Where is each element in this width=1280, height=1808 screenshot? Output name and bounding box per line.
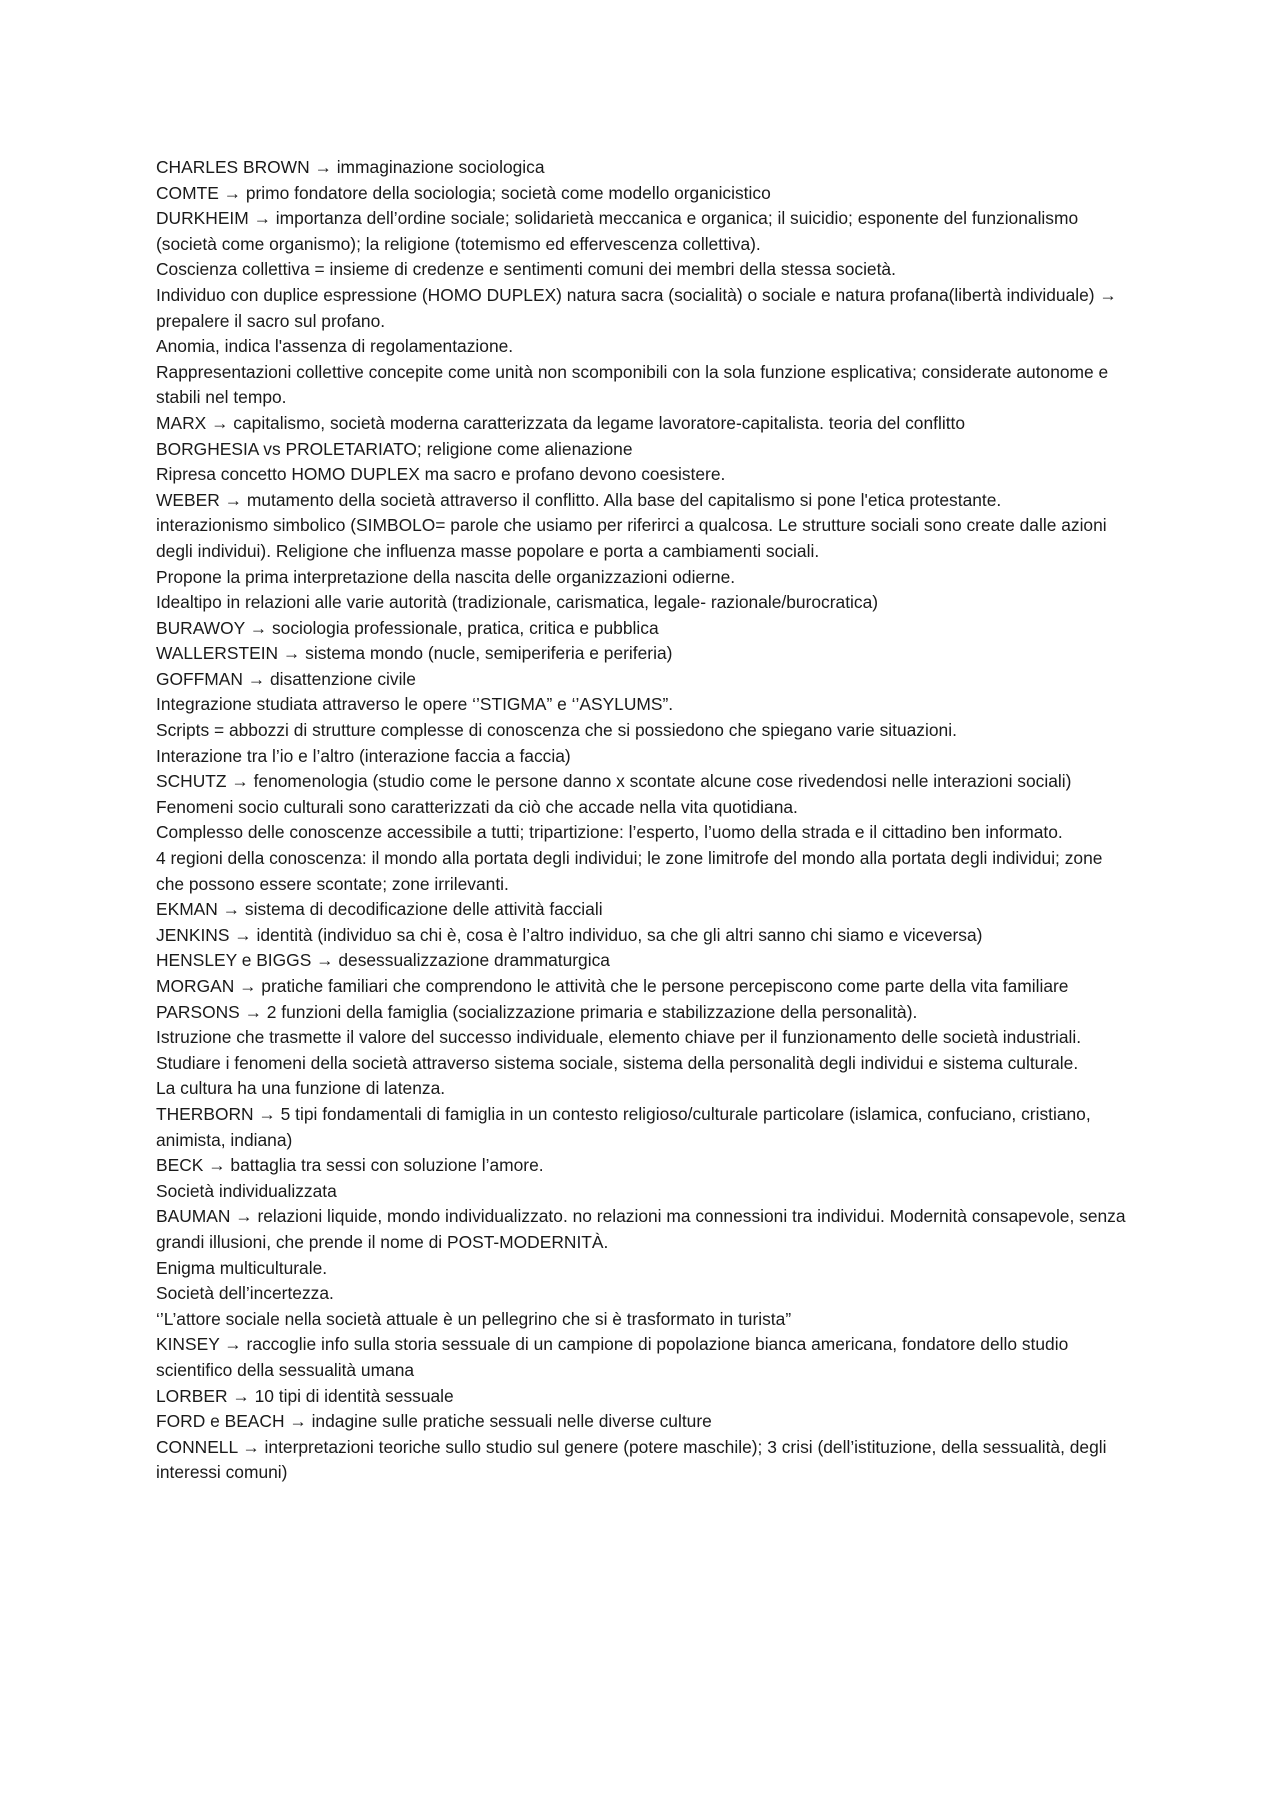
text-line: Idealtipo in relazioni alle varie autorità (tradizionale, carismatica, legale- razionale/burocratica) <box>156 592 879 613</box>
text-line: Propone la prima interpretazione della nascita delle organizzazioni odierne. <box>156 566 736 587</box>
text-line: EKMAN → sistema di decodificazione delle attività facciali <box>156 899 603 920</box>
text-line: BURAWOY → sociologia professionale, pratica, critica e pubblica <box>156 617 659 638</box>
text-line: Istruzione che trasmette il valore del successo individuale, elemento chiave per il funzionamento delle società industriali. <box>156 1027 1082 1048</box>
text-line: Enigma multiculturale. <box>156 1257 328 1278</box>
text-line: Individuo con duplice espressione (HOMO DUPLEX) natura sacra (socialità) o sociale e natura profana(libertà individuale) → prepalere il sacro sul profano. <box>156 284 1117 331</box>
document-body <box>156 155 1126 1486</box>
text-line: FORD e BEACH → indagine sulle pratiche sessuali nelle diverse culture <box>156 1411 712 1432</box>
text-line: BAUMAN → relazioni liquide, mondo individualizzato. no relazioni ma connessioni tra individui. Modernità consapevole, senza grandi illusioni, che prende il nome di POST-MODERNITÀ. <box>156 1206 1126 1252</box>
text-line: ‘’L’attore sociale nella società attuale è un pellegrino che si è trasformato in turista” <box>156 1308 792 1329</box>
text-line: 4 regioni della conoscenza: il mondo alla portata degli individui; le zone limitrofe del mondo alla portata degli individui; zone che possono essere scontate; zone irrilevanti. <box>156 848 1103 894</box>
text-line: Scripts = abbozzi di strutture complesse di conoscenza che si possiedono che spiegano varie situazioni. <box>156 720 957 741</box>
text-line: Coscienza collettiva = insieme di credenze e sentimenti comuni dei membri della stessa società. <box>156 259 896 280</box>
text-line: WEBER → mutamento della società attraverso il conflitto. Alla base del capitalismo si pone l'etica protestante. <box>156 489 1002 510</box>
text-line: MORGAN → pratiche familiari che comprendono le attività che le persone percepiscono come parte della vita familiare <box>156 976 1069 996</box>
text-line: Rappresentazioni collettive concepite come unità non scomponibili con la sola funzione esplicativa; considerate autonome e stabili nel tempo. <box>156 361 1109 408</box>
text-line: La cultura ha una funzione di latenza. <box>156 1078 446 1099</box>
text-line: THERBORN → 5 tipi fondamentali di famiglia in un contesto religioso/culturale particolare (islamica, confuciano, cristiano, animista, indiana) <box>156 1103 1091 1150</box>
text-line: Fenomeni socio culturali sono caratterizzati da ciò che accade nella vita quotidiana. <box>156 796 798 817</box>
text-line: CHARLES BROWN → immaginazione sociologica <box>156 157 545 177</box>
text-line: PARSONS → 2 funzioni della famiglia (socializzazione primaria e stabilizzazione della personalità). <box>156 1001 918 1022</box>
text-line: Anomia, indica l'assenza di regolamentazione. <box>156 336 514 357</box>
text-line: Studiare i fenomeni della società attraverso sistema sociale, sistema della personalità degli individui e sistema culturale. <box>156 1052 1079 1073</box>
text-line: LORBER → 10 tipi di identità sessuale <box>156 1385 454 1406</box>
text-line: JENKINS → identità (individuo sa chi è, cosa è l’altro individuo, sa che gli altri sanno chi siamo e viceversa) <box>156 924 983 945</box>
text-line: COMTE → primo fondatore della sociologia; società come modello organicistico <box>156 182 771 203</box>
text-line: BORGHESIA vs PROLETARIATO; religione come alienazione <box>156 438 633 459</box>
text-line: Interazione tra l’io e l’altro (interazione faccia a faccia) <box>156 745 571 766</box>
text-line: Società individualizzata <box>156 1180 337 1201</box>
text-line: Complesso delle conoscenze accessibile a tutti; tripartizione: l’esperto, l’uomo della strada e il cittadino ben informato. <box>156 822 1063 843</box>
text-line: interazionismo simbolico (SIMBOLO= parole che usiamo per riferirci a qualcosa. Le strutture sociali sono create dalle azioni degli individui). Religione che influenza masse popolare e porta a cambiamenti sociali. <box>156 515 1107 561</box>
text-line: Società dell’incertezza. <box>156 1283 334 1304</box>
text-line: HENSLEY e BIGGS → desessualizzazione drammaturgica <box>156 950 610 971</box>
text-line: Ripresa concetto HOMO DUPLEX ma sacro e profano devono coesistere. <box>156 464 726 485</box>
text-line: DURKHEIM → importanza dell’ordine sociale; solidarietà meccanica e organica; il suicidio; esponente del funzionalismo (società come organismo); la religione (totemismo ed effervescenza collettiva). <box>156 208 1079 254</box>
text-line: GOFFMAN → disattenzione civile <box>156 668 416 689</box>
text-line: CONNELL → interpretazioni teoriche sullo studio sul genere (potere maschile); 3 crisi (dell’istituzione, della sessualità, degli interessi comuni) <box>156 1436 1107 1483</box>
text-line: Integrazione studiata attraverso le opere ‘’STIGMA” e ‘’ASYLUMS”. <box>156 694 674 715</box>
text-line: WALLERSTEIN → sistema mondo (nucle, semiperiferia e periferia) <box>156 643 673 664</box>
text-line: KINSEY → raccoglie info sulla storia sessuale di un campione di popolazione bianca americana, fondatore dello studio scientifico della sessualità umana <box>156 1334 1069 1380</box>
text-line: SCHUTZ → fenomenologia (studio come le persone danno x scontate alcune cose rivedendosi nelle interazioni sociali) <box>156 771 1072 792</box>
text-line: MARX → capitalismo, società moderna caratterizzata da legame lavoratore-capitalista. teoria del conflitto <box>156 412 966 433</box>
text-line: BECK → battaglia tra sessi con soluzione l’amore. <box>156 1155 544 1176</box>
